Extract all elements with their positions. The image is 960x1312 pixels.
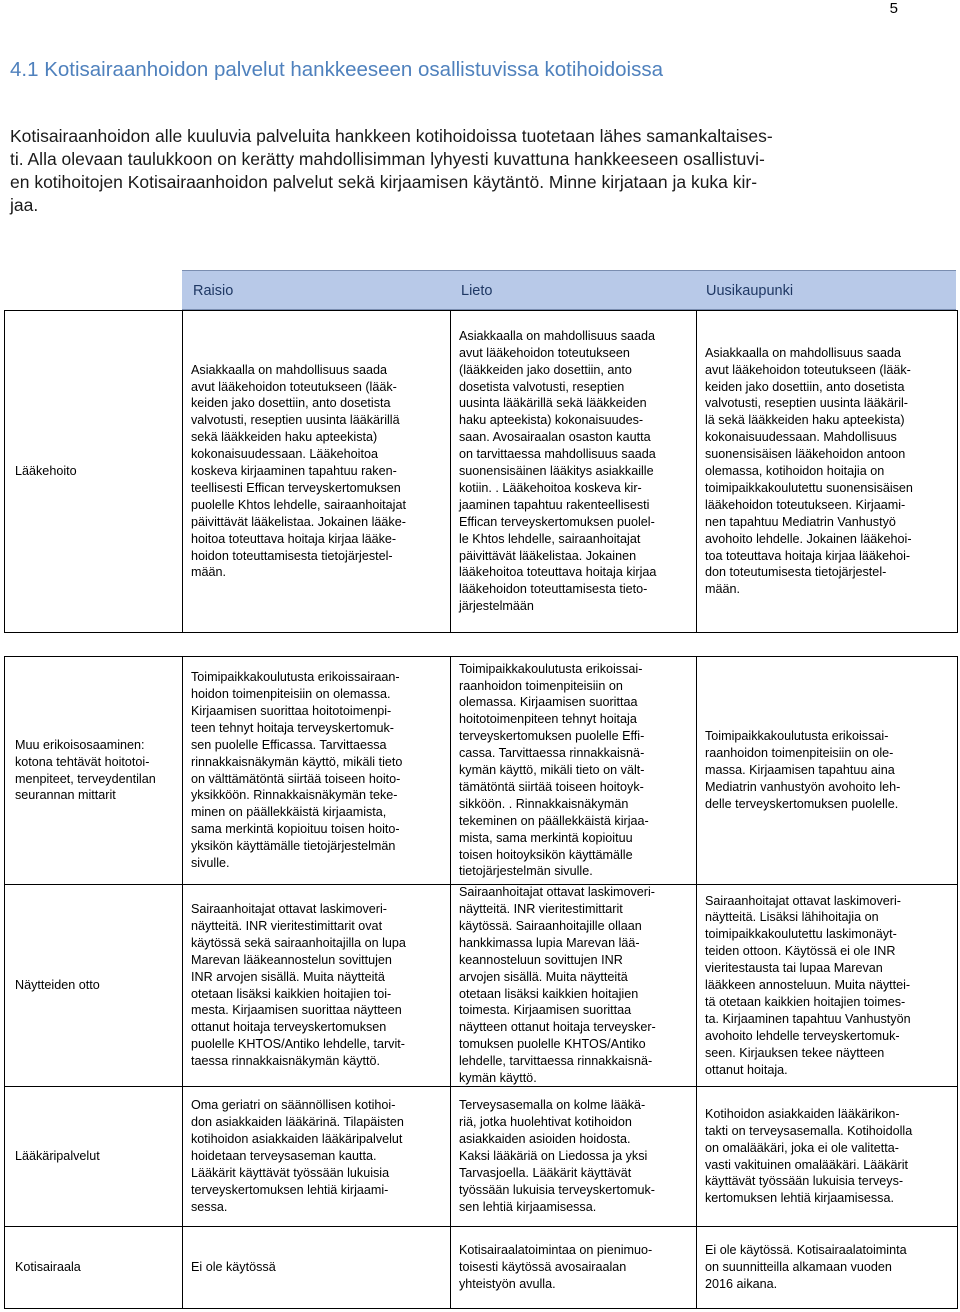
cell-line: don asiakkaiden lääkärinä. Tilapäisten xyxy=(191,1115,404,1130)
cell-line: INR arvojen sisällä. Muita näytteitä xyxy=(191,969,385,984)
cell-line: Sairaanhoitajat ottavat laskimoveri- xyxy=(191,901,387,916)
cell-line: valvotusti, reseptien uusinta lääkäril- xyxy=(705,396,909,411)
cell-line: tä otetaan kaikkien hoitajien toimes- xyxy=(705,994,906,1009)
cell-line: teellisesti Effican terveyskertomuksen xyxy=(191,480,401,495)
row-label-naytteiden-otto xyxy=(4,884,183,1087)
cell-muu-erikoisosaaminen-raisio xyxy=(182,656,451,885)
cell-line: avohoito lehdelle. Jokainen lääkehoi- xyxy=(705,531,912,546)
cell-line: tämätöntä siirtää toiseen hoitoyk- xyxy=(459,779,644,794)
cell-kotisairaala-uusikaupunki xyxy=(696,1226,958,1309)
cell-line: toisen hoitoyksikön käyttämälle xyxy=(459,847,633,862)
cell-line: Sairaanhoitajat ottavat laskimoveri- xyxy=(705,893,901,908)
cell-line: on omalääkäri, joka ei ole valitetta- xyxy=(705,1140,899,1155)
cell-line: puolelle Khtos lehdelle, sairaanhoitajat xyxy=(191,497,406,512)
cell-line: Kirjaamisen suorittaa hoitotoimenpi- xyxy=(191,703,392,718)
intro-paragraph xyxy=(10,125,950,217)
cell-line: massa. Kirjaamisen tapahtuu aina xyxy=(705,763,895,778)
page-number: 5 xyxy=(889,0,898,17)
cell-line: teiden ottoon. Käytössä ei ole INR xyxy=(705,944,896,959)
cell-line: kokonaisuudessaan. Lääkehoitoa xyxy=(191,447,378,462)
cell-line: hoidetaan terveysaseman kautta. xyxy=(191,1149,377,1164)
section-heading: 4.1 Kotisairaanhoidon palvelut hankkeeseen osallistuvissa kotihoidoissa xyxy=(10,58,663,81)
cell-laakaripalvelut-uusikaupunki xyxy=(696,1086,958,1227)
cell-line: dosetista valvotusti, reseptien xyxy=(459,379,625,394)
cell-line: jaaminen tapahtuu rakenteellisesti xyxy=(459,497,650,512)
cell-line: olemassa, kotihoidon hoitajia on xyxy=(705,464,885,479)
cell-line: Toimipaikkakoulutusta erikoissai- xyxy=(705,729,889,744)
cell-muu-erikoisosaaminen-lieto xyxy=(450,656,697,885)
cell-line: mään. xyxy=(705,582,741,597)
cell-line: Mediatrin vanhustyön avohoito leh- xyxy=(705,779,901,794)
cell-line: yksikön käyttämälle tietojärjestelmän xyxy=(191,839,396,854)
cell-line: asiakkaiden asioiden hoidosta. xyxy=(459,1132,631,1147)
cell-line: avut lääkehoidon toteutukseen (lääk- xyxy=(191,379,397,394)
cell-line: ta. Kirjaaminen tapahtuu Vanhustyön xyxy=(705,1011,911,1026)
cell-line: toisesti käytössä avosairaalan xyxy=(459,1260,627,1275)
cell-line: tietojärjestelmän sivulle. xyxy=(459,864,593,879)
cell-line: otetaan lisäksi kaikkien hoitajien xyxy=(459,986,639,1001)
cell-laakaripalvelut-lieto xyxy=(450,1086,697,1227)
cell-line: takti on terveysasemalla. Kotihoidolla xyxy=(705,1123,913,1138)
cell-line: toimipaikkakoulutettu laskimonäyt- xyxy=(705,927,897,942)
cell-line: Terveysasemalla on kolme lääkä- xyxy=(459,1098,646,1113)
cell-line: ottanut hoitaja. xyxy=(705,1062,788,1077)
cell-line: työssään lukuisia terveyskertomuk- xyxy=(459,1182,655,1197)
cell-line: lehdelle, tarvittaessa rinnakkaisnä- xyxy=(459,1054,653,1069)
cell-line: toa toteuttava hoitaja kirjaa lääkehoi- xyxy=(705,548,911,563)
cell-line: koskeva kirjaaminen tapahtuu raken- xyxy=(191,464,397,479)
cell-line: Toimipaikkakoulutusta erikoissairaan- xyxy=(191,670,400,685)
row-label-line: seurannan mittarit xyxy=(15,788,116,803)
cell-line: uusinta lääkärillä sekä lääkkeiden xyxy=(459,396,647,411)
cell-muu-erikoisosaaminen-uusikaupunki xyxy=(696,656,958,885)
cell-laakehoito-lieto xyxy=(450,310,697,633)
intro-line: ti. Alla olevaan taulukkoon on kerätty mahdollisimman lyhyesti kuvattuna hankkeeseen osallistuvi- xyxy=(10,149,765,169)
cell-line: sen puolelle Efficassa. Tarvittaessa xyxy=(191,737,387,752)
cell-line: hoitotoimenpiteen tehnyt hoitaja xyxy=(459,712,637,727)
cell-line: valvotusti, reseptien uusinta lääkärillä xyxy=(191,413,400,428)
cell-line: näytteitä. INR vieritestimittarit ovat xyxy=(191,918,383,933)
cell-line: don toteutumisesta tietojärjestel- xyxy=(705,565,887,580)
intro-line: Kotisairaanhoidon alle kuuluvia palveluita hankkeen kotihoidoissa tuotetaan lähes samankaltaises- xyxy=(10,126,773,146)
cell-line: saan. Avosairaalan osaston kautta xyxy=(459,430,651,445)
cell-line: hoidon toimenpiteisiin on olemassa. xyxy=(191,686,391,701)
cell-line: delle terveyskertomuksen puolelle. xyxy=(705,796,899,811)
cell-line: le Khtos lehdelle, sairaanhoitajat xyxy=(459,531,641,546)
column-header-uusikaupunki: Uusikaupunki xyxy=(706,283,794,299)
cell-line: riä, jotka huolehtivat kotihoidon xyxy=(459,1115,632,1130)
cell-line: kokonaisuudessaan. Mahdollisuus xyxy=(705,430,897,445)
cell-line: Asiakkaalla on mahdollisuus saada xyxy=(705,345,902,360)
cell-line: 2016 aikana. xyxy=(705,1276,778,1291)
cell-naytteiden-otto-uusikaupunki xyxy=(696,884,958,1087)
cell-laakaripalvelut-raisio xyxy=(182,1086,451,1227)
row-label-muu-erikoisosaaminen xyxy=(4,656,183,885)
cell-line: olemassa. Kirjaamisen suorittaa xyxy=(459,695,638,710)
cell-line: lääkkeen annosteluun. Muita näyttei- xyxy=(705,978,911,993)
cell-line: haku apteekista) kokonaisuudes- xyxy=(459,413,644,428)
cell-line: lääkehoidon toteuttamisesta tieto- xyxy=(459,582,648,597)
cell-line: suonensisäisen lääkehoidon antoon xyxy=(705,447,906,462)
cell-line: Kaksi lääkäriä on Liedossa ja yksi xyxy=(459,1149,648,1164)
row-label-laakaripalvelut xyxy=(4,1086,183,1227)
row-label-line: Näytteiden otto xyxy=(15,978,100,993)
cell-line: Oma geriatri on säännöllisen kotihoi- xyxy=(191,1098,396,1113)
cell-line: keiden jako dosettiin, anto dosetista xyxy=(191,396,391,411)
cell-line: on välttämätöntä siirtää toiseen hoito- xyxy=(191,771,401,786)
cell-line: kymän käyttö, mikäli tieto on vält- xyxy=(459,763,645,778)
intro-line: en kotihoitojen Kotisairaanhoidon palvelut sekä kirjaamisen käytäntö. Minne kirjataan ja kuka kir- xyxy=(10,172,758,192)
cell-line: hoidon toteuttamisesta tietojärjestel- xyxy=(191,548,393,563)
cell-line: sivulle. xyxy=(191,856,230,871)
cell-line: raanhoidon toimenpiteisiin on xyxy=(459,678,623,693)
cell-line: minen on päällekkäistä kirjaamista, xyxy=(191,805,387,820)
cell-line: sen lehtiä kirjaamisessa. xyxy=(459,1199,597,1214)
cell-line: hankkimassa lupia Marevan lää- xyxy=(459,935,640,950)
cell-line: mesta. Kirjaamisen suorittaa näytteen xyxy=(191,1003,402,1018)
cell-line: avut lääkehoidon toteutukseen (lääk- xyxy=(705,362,911,377)
cell-line: järjestelmään xyxy=(459,599,534,614)
cell-line: näytteitä. Lisäksi lähihoitajia on xyxy=(705,910,879,925)
cell-line: otetaan lisäksi kaikkien hoitajien toi- xyxy=(191,986,392,1001)
cell-line: sikköön. . Rinnakkaisnäkymän xyxy=(459,796,629,811)
cell-line: cassa. Tarvittaessa rinnakkaisnä- xyxy=(459,746,645,761)
cell-line: seen. Kirjauksen tekee näytteen xyxy=(705,1045,885,1060)
cell-line: vasti vakituinen omalääkäri. Lääkärit xyxy=(705,1157,909,1172)
cell-line: tomuksen puolelle KHTOS/Antiko xyxy=(459,1037,646,1052)
cell-kotisairaala-raisio xyxy=(182,1226,451,1309)
cell-kotisairaala-lieto xyxy=(450,1226,697,1309)
column-header-raisio: Raisio xyxy=(193,283,234,299)
cell-naytteiden-otto-lieto xyxy=(450,884,697,1087)
cell-line: lä sekä lääkkeiden haku apteekista) xyxy=(705,413,905,428)
cell-line: käyttävät työssään lukuisia terveys- xyxy=(705,1174,904,1189)
cell-line: sekä lääkkeiden haku apteekista) xyxy=(191,430,378,445)
cell-line: sama merkintä kopioituu toisen hoito- xyxy=(191,822,400,837)
cell-line: lääkehoitoa toteuttava hoitaja kirjaa xyxy=(459,565,657,580)
cell-line: yksikköön. Rinnakkaisnäkymän teke- xyxy=(191,788,398,803)
cell-line: on tarvittaessa mahdollisuus saada xyxy=(459,447,656,462)
cell-line: käytössä. Sairaanhoitajille ollaan xyxy=(459,918,642,933)
cell-line: suonensisäinen lääkitys asiakkaille xyxy=(459,464,654,479)
cell-line: lääkehoidon toteutukseen. Kirjaami- xyxy=(705,497,906,512)
cell-line: keannosteluun sovittujen INR xyxy=(459,952,623,967)
cell-line: toimipaikkakoulutettu suonensisäisen xyxy=(705,480,913,495)
row-label-laakehoito xyxy=(4,310,183,633)
row-label-line: Muu erikoisosaaminen: xyxy=(15,737,145,752)
cell-line: ottanut hoitaja terveyskertomuksen xyxy=(191,1020,387,1035)
cell-line: Tarvasjoella. Lääkärit käyttävät xyxy=(459,1165,632,1180)
cell-line: käytössä sekä sairaanhoitajilla on lupa xyxy=(191,935,406,950)
intro-line: jaa. xyxy=(10,195,39,215)
cell-line: sessa. xyxy=(191,1199,228,1214)
row-label-line: Kotisairaala xyxy=(15,1260,81,1275)
cell-line: vieritestausta tai lupaa Marevan xyxy=(705,961,883,976)
cell-line: Asiakkaalla on mahdollisuus saada xyxy=(459,328,656,343)
cell-line: puolelle KHTOS/Antiko lehdelle, tarvit- xyxy=(191,1037,405,1052)
cell-line: Ei ole käytössä xyxy=(191,1260,276,1275)
cell-line: kotiin. . Lääkehoitoa koskeva kir- xyxy=(459,480,642,495)
cell-laakehoito-raisio xyxy=(182,310,451,633)
cell-line: mään. xyxy=(191,565,227,580)
cell-line: (lääkkeiden jako dosettiin, anto xyxy=(459,362,632,377)
column-header-lieto: Lieto xyxy=(461,283,493,299)
cell-line: päivittävät lääkelistaa. Jokainen xyxy=(459,548,637,563)
cell-line: toimesta. Kirjaamisen suorittaa xyxy=(459,1003,632,1018)
cell-line: kertomuksen lehtiä kirjaamisessa. xyxy=(705,1191,894,1206)
cell-line: näytteen ottanut hoitaja terveysker- xyxy=(459,1020,656,1035)
row-label-line: Lääkehoito xyxy=(15,464,77,479)
cell-line: on suunnitteilla alkamaan vuoden xyxy=(705,1260,892,1275)
row-label-line: menpiteet, terveydentilan xyxy=(15,771,156,786)
cell-laakehoito-uusikaupunki xyxy=(696,310,958,633)
cell-line: terveyskertomuksen puolelle Effi- xyxy=(459,729,645,744)
cell-line: terveyskertomuksen lehtiä kirjaami- xyxy=(191,1182,389,1197)
cell-line: Marevan lääkeannostelun sovittujen xyxy=(191,952,392,967)
table-header-band xyxy=(182,270,956,310)
cell-line: näytteitä. INR vieritestimittarit xyxy=(459,901,623,916)
cell-line: kymän käyttö. xyxy=(459,1071,537,1086)
cell-line: nen tapahtuu Mediatrin Vanhustyö xyxy=(705,514,896,529)
cell-line: Sairaanhoitajat ottavat laskimoveri- xyxy=(459,885,655,900)
cell-line: kotihoidon asiakkaiden lääkäripalvelut xyxy=(191,1132,403,1147)
cell-naytteiden-otto-raisio xyxy=(182,884,451,1087)
cell-line: päivittävät lääkelistaa. Jokainen lääke- xyxy=(191,514,406,529)
cell-line: teen tehnyt hoitaja terveyskertomuk- xyxy=(191,720,395,735)
cell-line: hoitoa toteuttava hoitaja kirjaa lääke- xyxy=(191,531,397,546)
cell-line: Kotihoidon asiakkaiden lääkärikon- xyxy=(705,1106,900,1121)
cell-line: Ei ole käytössä. Kotisairaalatoiminta xyxy=(705,1243,907,1258)
cell-line: yhteistyön avulla. xyxy=(459,1276,556,1291)
cell-line: mista, sama merkintä kopioituu xyxy=(459,830,633,845)
cell-line: taessa rinnakkaisnäkymän käyttö. xyxy=(191,1054,380,1069)
cell-line: Lääkärit käyttävät työssään lukuisia xyxy=(191,1165,390,1180)
cell-line: tekeminen on päällekkäistä kirjaa- xyxy=(459,813,649,828)
row-label-line: Lääkäripalvelut xyxy=(15,1149,100,1164)
cell-line: rinnakkaisnäkymän käyttö, mikäli tieto xyxy=(191,754,403,769)
cell-line: avut lääkehoidon toteutukseen xyxy=(459,345,630,360)
cell-line: Kotisairaalatoimintaa on pienimuo- xyxy=(459,1243,653,1258)
cell-line: keiden jako dosettiin, anto dosetista xyxy=(705,379,905,394)
cell-line: arvojen sisällä. Muita näytteitä xyxy=(459,969,628,984)
cell-line: Asiakkaalla on mahdollisuus saada xyxy=(191,362,388,377)
cell-line: Effican terveyskertomuksen puolel- xyxy=(459,514,655,529)
cell-line: Toimipaikkakoulutusta erikoissai- xyxy=(459,661,643,676)
cell-line: raanhoidon toimenpiteisiin on ole- xyxy=(705,746,894,761)
cell-line: avohoito lehdelle terveyskertomuk- xyxy=(705,1028,900,1043)
row-label-kotisairaala xyxy=(4,1226,183,1309)
row-label-line: kotona tehtävät hoitotoi- xyxy=(15,754,150,769)
